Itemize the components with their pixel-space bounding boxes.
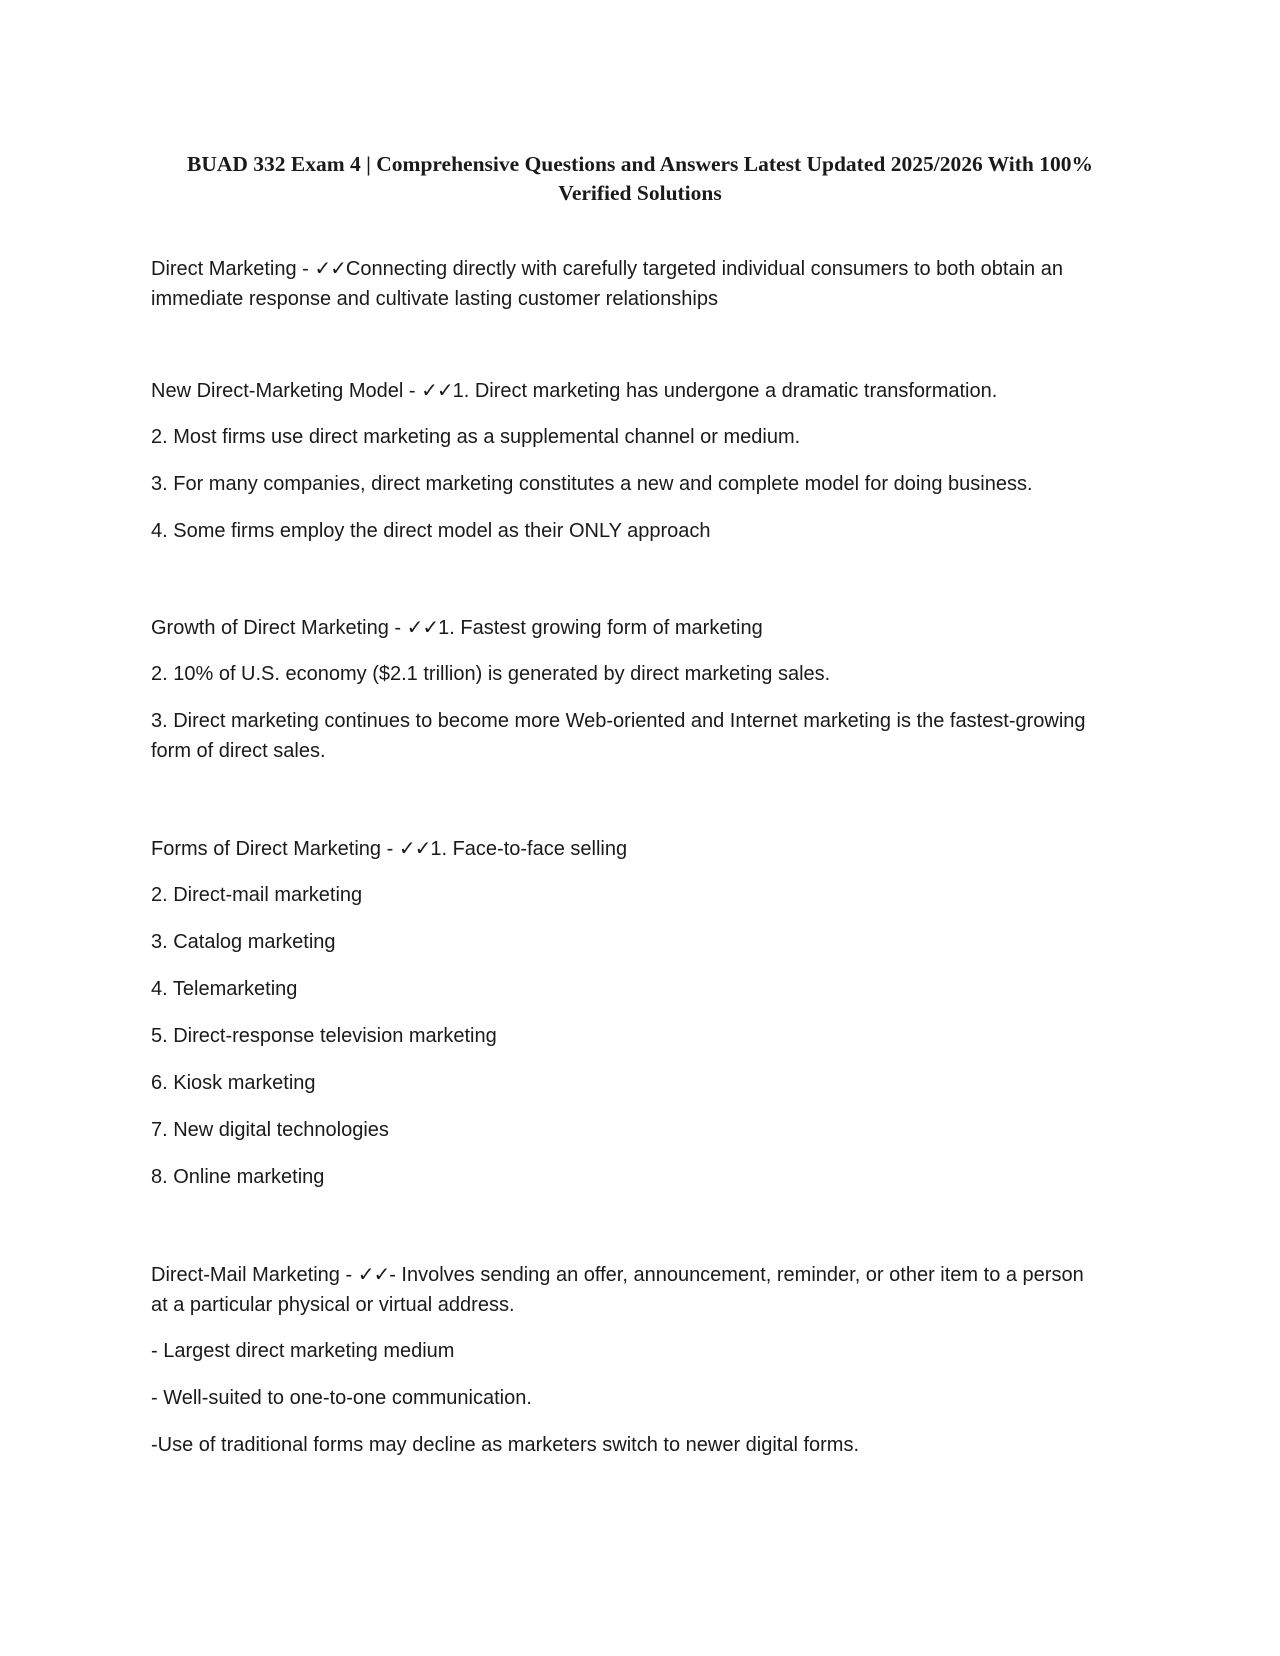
list-item: 8. Online marketing <box>151 1166 325 1188</box>
list-item: 2. 10% of U.S. economy ($2.1 trillion) is generated by direct marketing sales. <box>151 663 831 685</box>
double-check-icon: ✓✓ <box>421 378 453 402</box>
entry-growth-of-direct-marketing <box>151 612 1131 643</box>
entry-answer: - Involves sending an offer, announcement, reminder, or other item to a person at a particular physical or virtual address. <box>151 1264 1084 1316</box>
double-check-icon: ✓✓ <box>314 256 346 280</box>
double-check-icon: ✓✓ <box>398 836 431 860</box>
entry-new-direct-marketing-model <box>151 375 1131 406</box>
entry-answer: Connecting directly with carefully targeted individual consumers to both obtain an immediate response and cultivate lasting customer relationships <box>151 258 1063 310</box>
list-item: 6. Kiosk marketing <box>151 1072 316 1094</box>
double-check-icon: ✓✓ <box>357 1262 390 1286</box>
list-item: - Well-suited to one-to-one communication. <box>151 1387 532 1409</box>
entry-answer: 1. Fastest growing form of marketing <box>438 617 763 639</box>
entry-term: Forms of Direct Marketing - <box>151 838 399 860</box>
entry-term: Direct-Mail Marketing - <box>151 1264 358 1286</box>
entry-term: Direct Marketing - <box>151 258 315 280</box>
list-item: - Largest direct marketing medium <box>151 1340 455 1362</box>
list-item: 2. Most firms use direct marketing as a supplemental channel or medium. <box>151 426 801 448</box>
list-item: 2. Direct-mail marketing <box>151 884 363 906</box>
entry-term: New Direct-Marketing Model - <box>151 380 422 402</box>
title-line-2: Verified Solutions <box>558 181 722 205</box>
list-item: -Use of traditional forms may decline as marketers switch to newer digital forms. <box>151 1434 860 1456</box>
entry-forms-of-direct-marketing <box>151 833 1131 864</box>
list-item: 7. New digital technologies <box>151 1119 389 1141</box>
entry-answer: 1. Face-to-face selling <box>430 838 628 860</box>
entry-answer: 1. Direct marketing has undergone a dramatic transformation. <box>452 380 998 402</box>
entry-direct-marketing <box>151 253 1111 314</box>
list-item: 5. Direct-response television marketing <box>151 1025 497 1047</box>
title-line-1: BUAD 332 Exam 4 | Comprehensive Questions and Answers Latest Updated 2025/2026 With 100% <box>186 152 1094 176</box>
list-item: 3. Direct marketing continues to become more Web-oriented and Internet marketing is the fastest-growing form of direct sales. <box>151 710 1086 762</box>
list-item: 3. For many companies, direct marketing constitutes a new and complete model for doing business. <box>151 473 1033 495</box>
document-title <box>140 150 1140 208</box>
double-check-icon: ✓✓ <box>406 615 439 639</box>
list-item: 3. Catalog marketing <box>151 931 336 953</box>
entry-term: Growth of Direct Marketing - <box>151 617 407 639</box>
entry-direct-mail-marketing <box>151 1259 1101 1320</box>
list-item: 4. Some firms employ the direct model as their ONLY approach <box>151 520 711 542</box>
list-item: 4. Telemarketing <box>151 978 298 1000</box>
